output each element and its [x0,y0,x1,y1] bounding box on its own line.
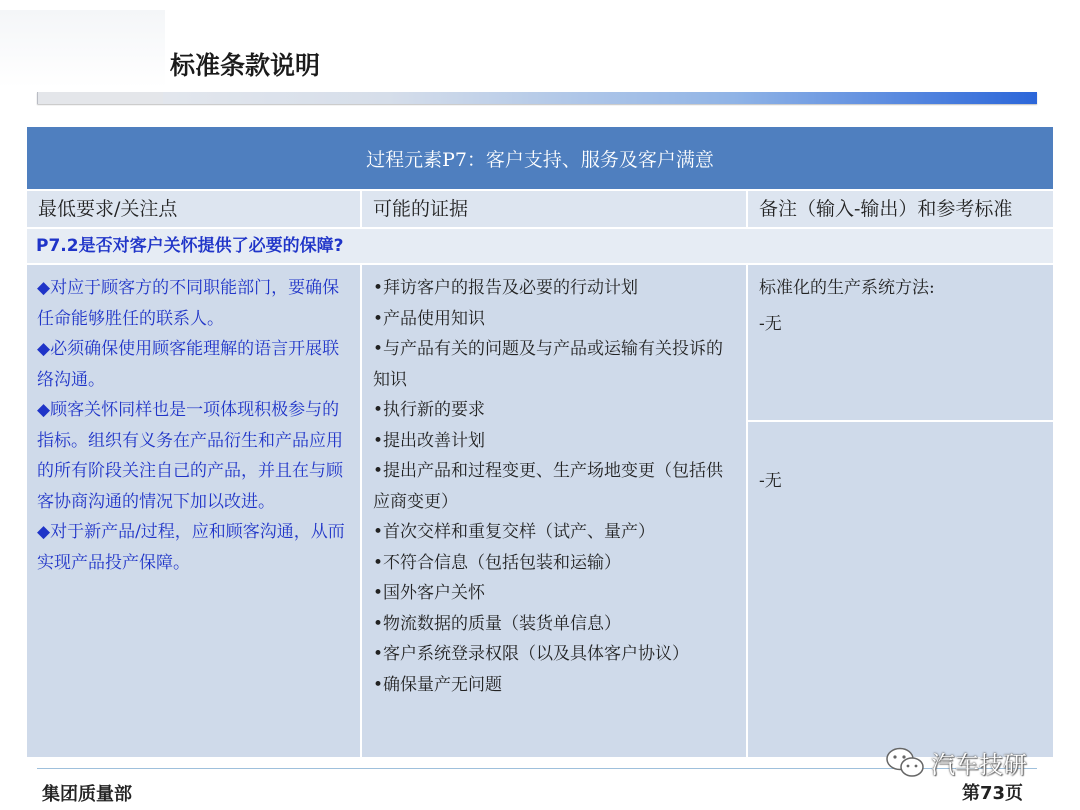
notes-cell-top [748,265,1053,420]
page-title: 标准条款说明 [170,51,321,80]
evidence-list [373,273,740,700]
list-item: •提出产品和过程变更、生产场地变更（包括供应商变更） [373,461,724,512]
wechat-icon [885,746,925,780]
watermark [885,745,1027,780]
list-item: •不符合信息（包括包装和运输） [373,552,622,573]
notes-cell-bottom [748,422,1053,757]
clause-table [27,127,1053,757]
requirement-item: ◆必须确保使用顾客能理解的语言开展联络沟通。 [37,339,340,390]
list-item: •客户系统登录权限（以及具体客户协议） [373,644,690,664]
column-header-requirements: 最低要求/关注点 [27,191,360,227]
watermark-text: 汽车技研 [931,751,1027,779]
requirements-cell [27,265,360,757]
list-item: •提出改善计划 [373,430,486,451]
list-item: •执行新的要求 [373,400,486,420]
list-item: •首次交样和重复交样（试产、量产） [373,522,656,542]
list-item: •产品使用知识 [373,308,486,329]
list-item: •确保量产无问题 [373,674,503,695]
footer-org-label: 集团质量部 [42,784,132,805]
title-underline-bar [37,92,1037,104]
list-item: •与产品有关的问题及与产品或运输有关投诉的知识 [373,339,724,390]
requirement-item: ◆对于新产品/过程，应和顾客沟通，从而实现产品投产保障。 [37,522,345,573]
page-number: 第73页 [962,783,1024,804]
column-header-evidence: 可能的证据 [362,191,746,227]
list-item: •国外客户关怀 [373,583,486,603]
column-header-notes: 备注（输入-输出）和参考标准 [748,191,1053,227]
note-line: -无 [759,314,782,334]
note-line: 标准化的生产系统方法: [759,278,935,298]
requirement-item: ◆顾客关怀同样也是一项体现积极参与的指标。组织有义务在产品衍生和产品应用的所有阶段关注自己的产品，并且在与顾客协商沟通的情况下加以改进。 [37,400,343,512]
list-item: •物流数据的质量（装货单信息） [373,613,622,634]
evidence-cell [362,265,746,757]
table-header: 过程元素P7：客户支持、服务及客户满意 [27,127,1053,189]
list-item: •拜访客户的报告及必要的行动计划 [373,278,639,298]
section-title: P7.2是否对客户关怀提供了必要的保障? [27,229,1053,263]
requirement-item: ◆对应于顾客方的不同职能部门，要确保任命能够胜任的联系人。 [37,278,340,329]
title-underline-bar-left [37,92,163,104]
note-line: -无 [759,471,782,491]
logo-area [0,10,165,88]
